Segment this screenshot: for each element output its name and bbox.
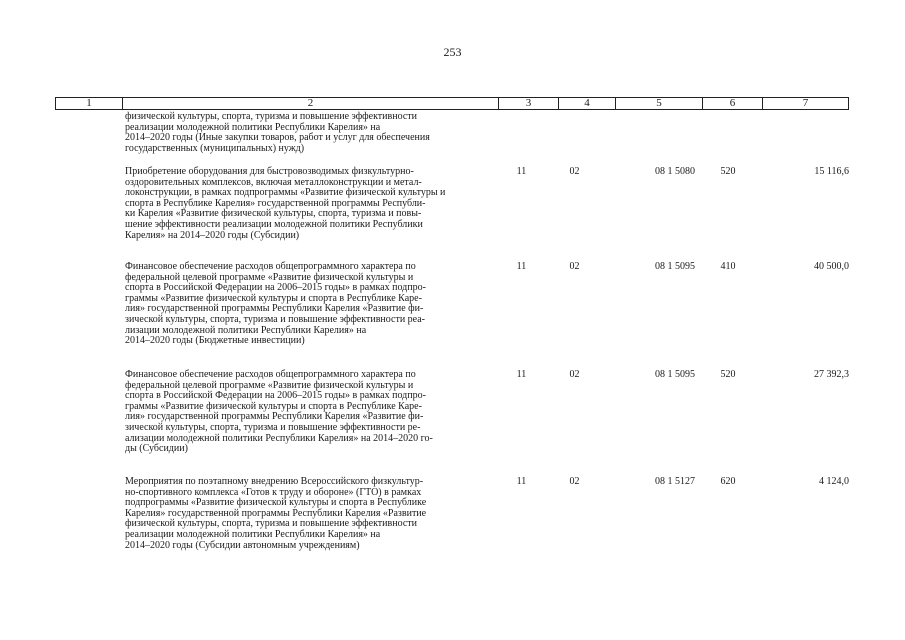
row-description [125, 167, 495, 241]
description-line: государственных (муниципальных) нужд) [125, 142, 305, 154]
row-expense-type: 410 [720, 261, 736, 272]
description-line: федеральной целевой программе «Развитие физической культуры и [125, 271, 414, 283]
description-line: локонструкции, в рамках подпрограммы «Развитие физической культуры и [125, 187, 446, 199]
description-line: лизации молодежной политики Республики Карелия» на [125, 324, 367, 336]
description-line: зической культуры, спорта, туризма и повышение эффективности реа- [125, 313, 426, 325]
header-col-1: 1 [86, 97, 92, 109]
description-line: реализации молодежной политики Республики Карелия» на [125, 528, 381, 540]
header-col-4: 4 [558, 98, 615, 109]
row-amount: 27 392,3 [814, 369, 849, 380]
description-line: Карелия» на 2014–2020 годы (Субсидии) [125, 229, 300, 241]
description-line: Приобретение оборудования для быстровозводимых физкультурно- [125, 166, 414, 177]
page-number: 253 [443, 45, 462, 59]
description-line: Карелия» государственной программы Республики Карелия «Развитие [125, 507, 427, 519]
description-line: спорта в Республике Карелия» государственной программы Республи- [125, 197, 426, 209]
description-line: реализации молодежной политики Республики Карелия» на [125, 121, 381, 133]
description-line: спорта в Российской Федерации на 2006–2015 годы» в рамках подпро- [125, 282, 426, 294]
row-amount: 40 500,0 [814, 261, 849, 272]
description-line: ализации молодежной политики Республики Карелия» на 2014–2020 го- [125, 432, 433, 444]
row-amount: 4 124,0 [819, 476, 849, 487]
description-line: 2014–2020 годы (Субсидии автономным учреждениям) [125, 539, 360, 551]
description-line: подпрограммы «Развитие физической культуры и спорта в Республике [125, 497, 427, 509]
description-line: граммы «Развитие физической культуры и спорта в Республике Каре- [125, 292, 422, 304]
row-subsection-code: 02 [569, 261, 580, 272]
row-subsection-code: 02 [569, 476, 580, 487]
row-target-article: 08 1 5127 [655, 476, 695, 487]
row-target-article: 08 1 5080 [655, 166, 695, 177]
row-expense-type: 620 [720, 476, 736, 487]
description-line: Финансовое обеспечение расходов общепрограммного характера по [125, 261, 416, 272]
row-description [125, 112, 495, 154]
row-target-article: 08 1 5095 [655, 369, 695, 380]
description-line: Финансовое обеспечение расходов общепрограммного характера по [125, 369, 416, 380]
row-section-code: 11 [516, 369, 527, 380]
row-description [125, 477, 495, 551]
header-col-5: 5 [615, 98, 702, 109]
description-line: 2014–2020 годы (Бюджетные инвестиции) [125, 335, 305, 347]
row-section-code: 11 [516, 476, 527, 487]
description-line: граммы «Развитие физической культуры и спорта в Республике Каре- [125, 400, 422, 412]
row-subsection-code: 02 [569, 369, 580, 380]
row-section-code: 11 [516, 166, 527, 177]
row-target-article: 08 1 5095 [655, 261, 695, 272]
description-line: оздоровительных комплексов, включая металлоконструкции и метал- [125, 176, 422, 188]
row-section-code: 11 [516, 261, 527, 272]
row-description [125, 262, 495, 347]
header-col-3: 3 [498, 98, 558, 109]
description-line: федеральной целевой программе «Развитие физической культуры и [125, 379, 414, 391]
row-expense-type: 520 [720, 369, 736, 380]
row-amount: 15 116,6 [814, 166, 849, 177]
description-line: лия» государственной программы Республики Карелия «Развитие фи- [125, 411, 424, 423]
header-col-7: 7 [762, 98, 848, 109]
description-line: но-спортивного комплекса «Готов к труду и обороне» (ГТО) в рамках [125, 486, 422, 498]
description-line: шение эффективности реализации молодежной политики Республики [125, 218, 423, 230]
row-description [125, 370, 495, 455]
header-col-2: 2 [122, 98, 498, 109]
description-line: физической культуры, спорта, туризма и повышение эффективности [125, 518, 418, 530]
description-line: спорта в Российской Федерации на 2006–2015 годы» в рамках подпро- [125, 390, 426, 402]
row-subsection-code: 02 [569, 166, 580, 177]
header-col-6: 6 [702, 98, 762, 109]
description-line: 2014–2020 годы (Иные закупки товаров, работ и услуг для обеспечения [125, 132, 430, 144]
description-line: Мероприятия по поэтапному внедрению Всероссийского физкультур- [125, 476, 424, 487]
description-line: лия» государственной программы Республики Карелия «Развитие фи- [125, 303, 424, 315]
description-line: ки Карелия «Развитие физической культуры, спорта, туризма и повы- [125, 208, 422, 220]
row-expense-type: 520 [720, 166, 736, 177]
description-line: физической культуры, спорта, туризма и повышение эффективности [125, 111, 418, 122]
description-line: зической культуры, спорта, туризма и повышение эффективности ре- [125, 421, 421, 433]
description-line: ды (Субсидии) [125, 443, 188, 455]
table-header [55, 97, 849, 110]
